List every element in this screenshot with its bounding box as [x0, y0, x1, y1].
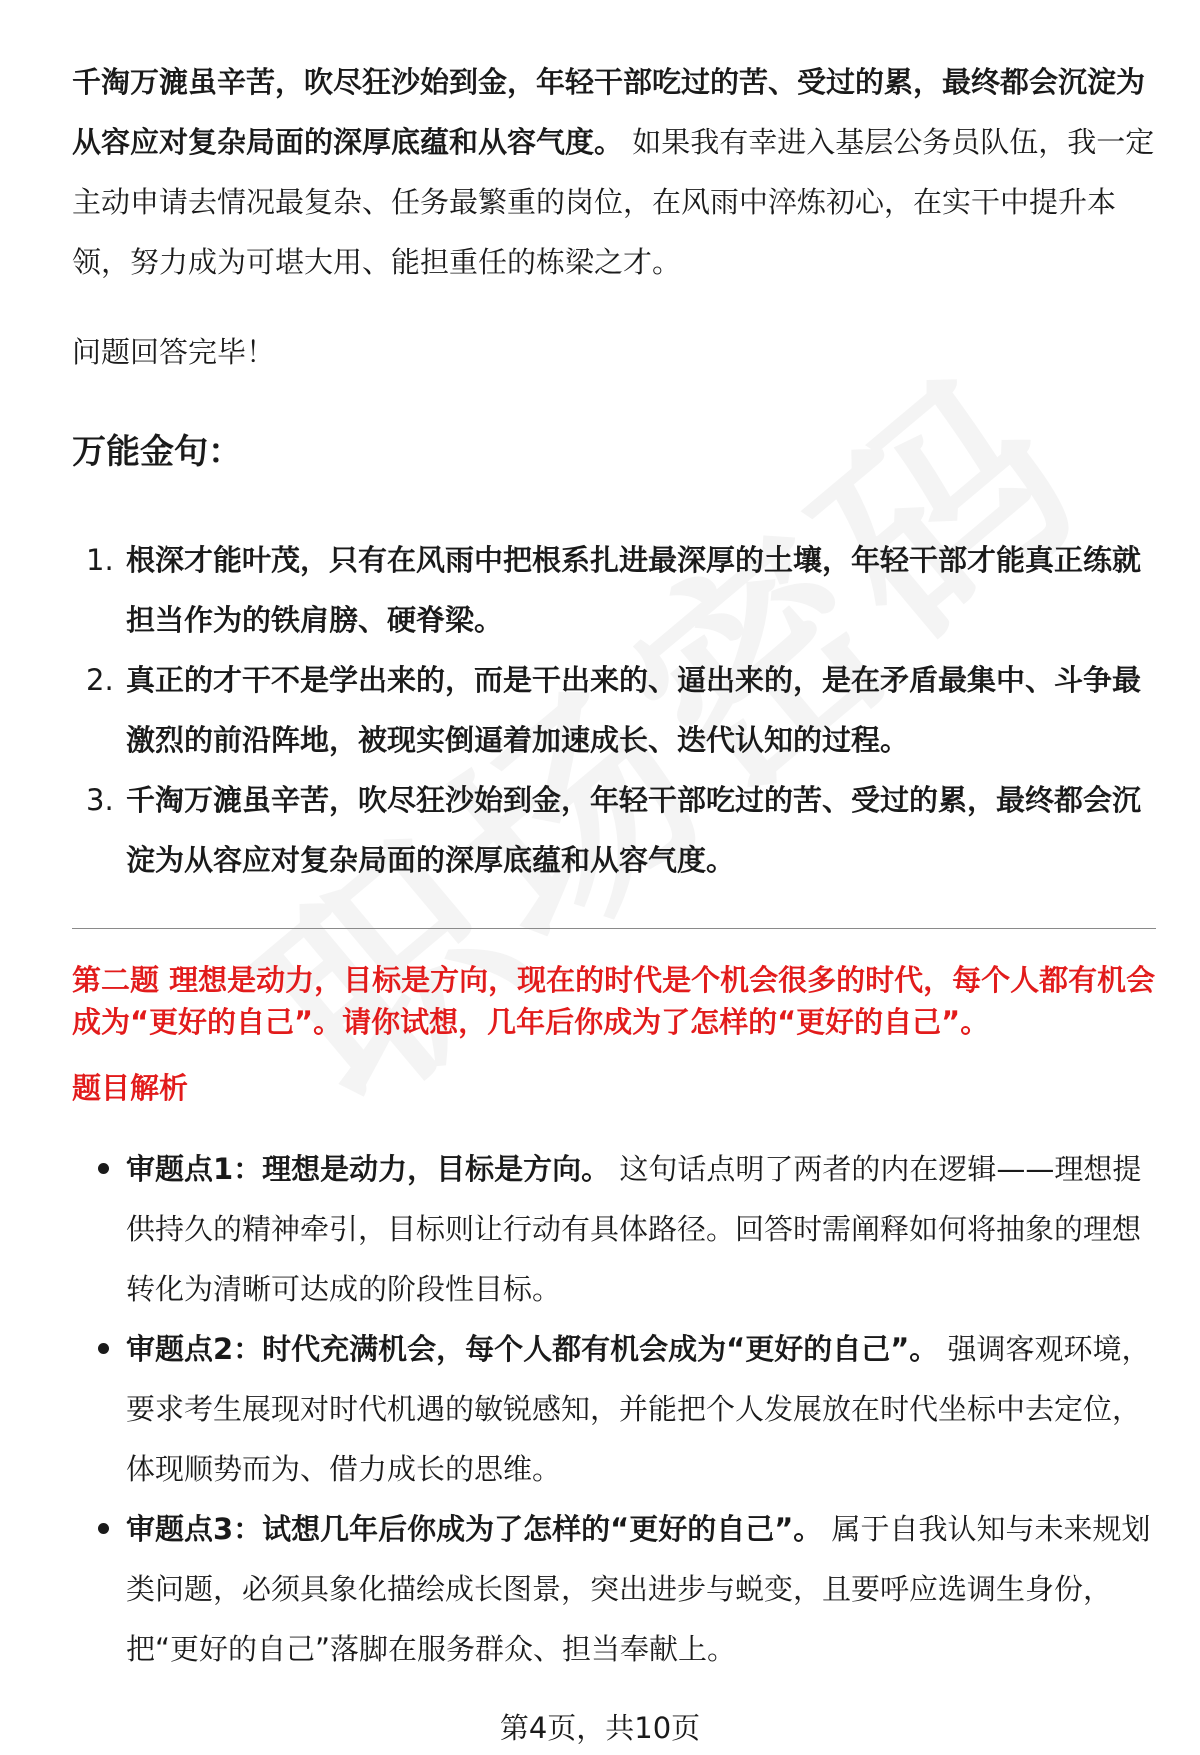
question-title: 第二题 理想是动力，目标是方向，现在的时代是个机会很多的时代，每个人都有机会成为“更好的自己”。请你试想，几年后你成为了怎样的“更好的自己”。 [72, 963, 1156, 1039]
bullet-icon [98, 1523, 109, 1534]
analysis-point [72, 1319, 1156, 1499]
intro-paragraph [72, 52, 1156, 292]
point-heading: 审题点1：理想是动力，目标是方向。 [126, 1152, 611, 1186]
quotes-list [72, 530, 1156, 890]
section-title: 万能金句： [72, 432, 242, 472]
quote-item [72, 530, 1156, 650]
point-heading: 审题点2：时代充满机会，每个人都有机会成为“更好的自己”。 [126, 1332, 939, 1366]
point-text: 属于自我认知与未来规划类问题，必须具象化描绘成长图景，突出进步与蜕变，且要呼应选调生身份，把“更好的自己”落脚在服务群众、担当奉献上。 [126, 1512, 1151, 1666]
point-heading: 审题点3：试想几年后你成为了怎样的“更好的自己”。 [126, 1512, 823, 1546]
quote-number: 2. [86, 663, 114, 697]
quote-text: 千淘万漉虽辛苦，吹尽狂沙始到金，年轻干部吃过的苦、受过的累，最终都会沉淀为从容应对复杂局面的深厚底蕴和从容气度。 [126, 783, 1142, 877]
point-text: 这句话点明了两者的内在逻辑——理想提供持久的精神牵引，目标则让行动有具体路径。回答时需阐释如何将抽象的理想转化为清晰可达成的阶段性目标。 [126, 1152, 1142, 1306]
analysis-label: 题目解析 [72, 1071, 189, 1105]
analysis-point [72, 1139, 1156, 1319]
quote-item [72, 770, 1156, 890]
analysis-points-list [72, 1139, 1156, 1679]
quote-item [72, 650, 1156, 770]
page-footer: 第4页，共10页 [499, 1711, 701, 1745]
bullet-icon [98, 1343, 109, 1354]
intro-rest-text: 如果我有幸进入基层公务员队伍，我一定主动申请去情况最复杂、任务最繁重的岗位，在风雨中淬炼初心，在实干中提升本领，努力成为可堪大用、能担重任的栋梁之才。 [72, 125, 1155, 279]
quote-number: 3. [86, 783, 114, 817]
quote-text: 根深才能叶茂，只有在风雨中把根系扎进最深厚的土壤，年轻干部才能真正练就担当作为的铁肩膀、硬脊梁。 [126, 543, 1142, 637]
point-text: 强调客观环境，要求考生展现对时代机遇的敏锐感知，并能把个人发展放在时代坐标中去定位，体现顺势而为、借力成长的思维。 [126, 1332, 1151, 1486]
answer-end-text: 问题回答完毕！ [72, 335, 276, 369]
bullet-icon [98, 1163, 109, 1174]
intro-bold-text: 千淘万漉虽辛苦，吹尽狂沙始到金，年轻干部吃过的苦、受过的累，最终都会沉淀为从容应对复杂局面的深厚底蕴和从容气度。 [72, 65, 1146, 159]
section-divider [72, 928, 1156, 929]
analysis-point [72, 1499, 1156, 1679]
document-page [72, 52, 1156, 1679]
quote-number: 1. [86, 543, 114, 577]
quote-text: 真正的才干不是学出来的，而是干出来的、逼出来的，是在矛盾最集中、斗争最激烈的前沿阵地，被现实倒逼着加速成长、迭代认知的过程。 [126, 663, 1142, 757]
